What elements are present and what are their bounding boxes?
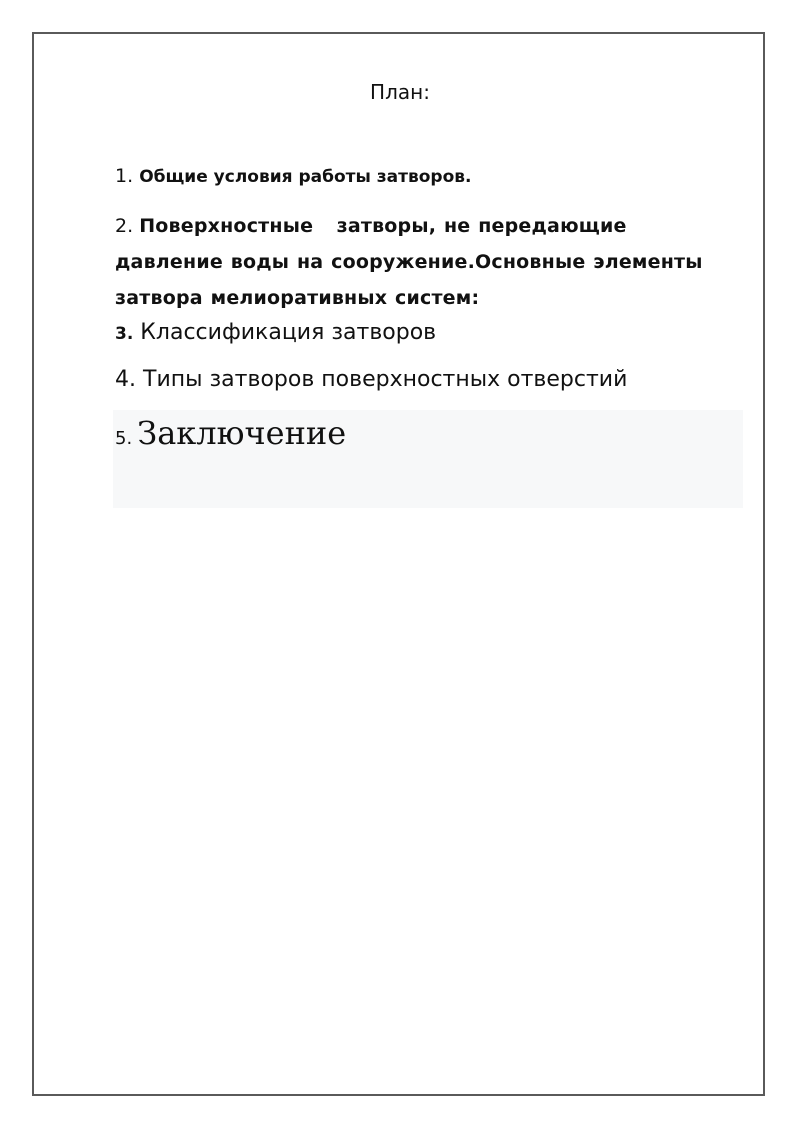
plan-item-1 <box>115 165 730 187</box>
plan-item-text: Поверхностные затворы, не передающие давление воды на сооружение.Основные элементы затвора мелиоративных систем: <box>115 215 711 309</box>
plan-item-number: 4. <box>115 367 136 392</box>
page-border <box>32 32 765 1096</box>
plan-item-number: 2. <box>115 215 134 237</box>
plan-item-2 <box>115 208 730 316</box>
plan-item-3 <box>115 320 730 345</box>
page-title: План: <box>370 80 430 104</box>
plan-item-number: 3. <box>115 324 134 344</box>
plan-item-text: Классификация затворов <box>140 320 437 345</box>
plan-item-5 <box>115 414 730 452</box>
plan-item-number: 5. <box>115 428 133 449</box>
plan-item-number: 1. <box>115 165 134 187</box>
plan-item-text: Общие условия работы затворов. <box>139 167 472 187</box>
plan-item-text: Типы затворов поверхностных отверстий <box>143 367 628 392</box>
plan-item-text: Заключение <box>137 414 347 452</box>
plan-item-4 <box>115 367 730 392</box>
